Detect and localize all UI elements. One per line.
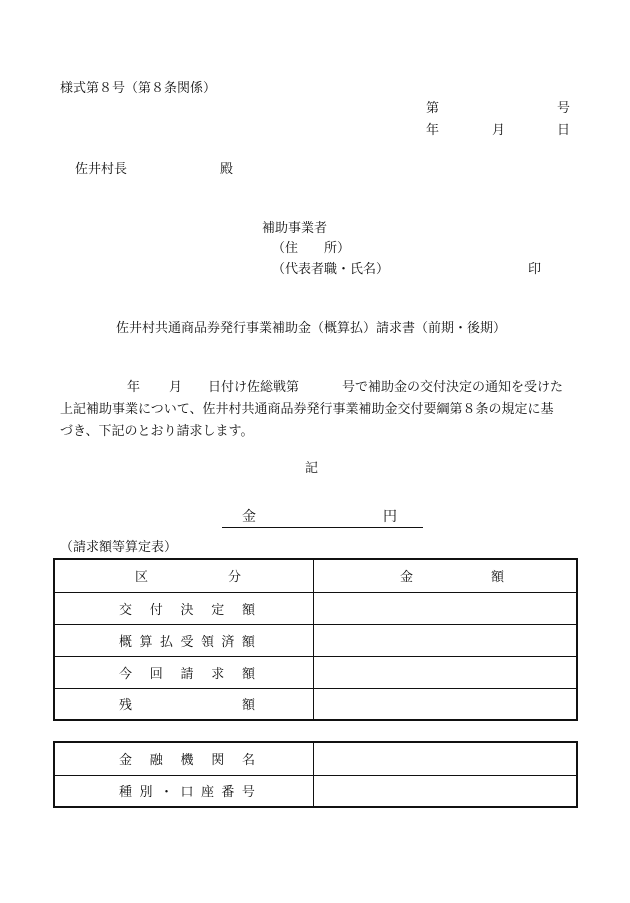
table-row (54, 688, 577, 720)
calc-row-value[interactable] (314, 624, 578, 656)
doc-no-suffix: 号 (557, 101, 571, 116)
calc-row-label: 残 額 (54, 688, 314, 720)
calc-table (53, 558, 578, 721)
applicant-address-label: （住 所） (272, 241, 351, 256)
bank-row-label: 金 融 機 関 名 (54, 742, 314, 775)
body-year: 年 (127, 380, 141, 395)
calc-row-label: 概 算 払 受 領 済 額 (54, 624, 314, 656)
body-line-2: 上記補助事業について、佐井村共通商品券発行事業補助金交付要綱第８条の規定に基 (60, 402, 554, 417)
bank-row-value[interactable] (314, 742, 578, 775)
applicant-title: 補助事業者 (262, 221, 328, 236)
date-year: 年 (426, 123, 440, 138)
body-date-ref: 日付け佐総戦第 (208, 380, 300, 395)
amount-suffix: 円 (383, 509, 397, 525)
amount-prefix: 金 (242, 509, 256, 525)
body-line-3: づき、下記のとおり請求します。 (60, 424, 254, 439)
document-title: 佐井村共通商品券発行事業補助金（概算払）請求書（前期・後期） (116, 321, 507, 336)
calc-table-caption: （請求額等算定表） (60, 540, 178, 555)
bank-row-value[interactable] (314, 775, 578, 807)
calc-row-label: 今 回 請 求 額 (54, 656, 314, 688)
calc-table-header (54, 559, 577, 592)
addressee-honorific: 殿 (220, 162, 234, 177)
table-row (54, 742, 577, 775)
body-month: 月 (169, 380, 183, 395)
ki-heading: 記 (305, 461, 319, 476)
seal-mark: 印 (528, 262, 542, 277)
table-row (54, 656, 577, 688)
applicant-rep-label: （代表者職・氏名） (272, 262, 390, 277)
table-row (54, 592, 577, 624)
doc-no-prefix: 第 (426, 101, 440, 116)
body-number-ref: 号で補助金の交付決定の通知を受けた (342, 380, 564, 395)
bank-row-label: 種 別 ・ 口 座 番 号 (54, 775, 314, 807)
calc-header-amount: 金 額 (314, 559, 578, 592)
calc-row-value[interactable] (314, 688, 578, 720)
calc-row-label: 交 付 決 定 額 (54, 592, 314, 624)
table-row (54, 624, 577, 656)
bank-table (53, 741, 578, 808)
table-row (54, 775, 577, 807)
date-day: 日 (557, 123, 571, 138)
amount-line (222, 510, 423, 528)
calc-row-value[interactable] (314, 656, 578, 688)
date-month: 月 (492, 123, 506, 138)
form-number: 様式第８号（第８条関係） (60, 81, 217, 96)
calc-row-value[interactable] (314, 592, 578, 624)
calc-header-category: 区 分 (54, 559, 314, 592)
addressee-name: 佐井村長 (75, 162, 128, 177)
